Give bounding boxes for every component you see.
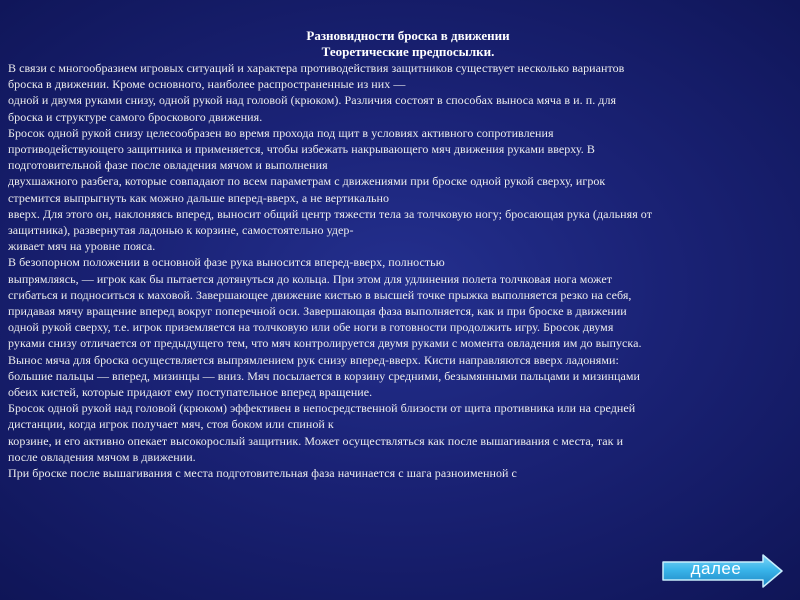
body-line: одной и двумя руками снизу, одной рукой над головой (крюком). Различия состоят в способах выноса мяча в и. п. для xyxy=(8,93,617,108)
body-line: При броске после вышагивания с места подготовительная фаза начинается с шага разноименной с xyxy=(8,466,517,481)
body-line: большие пальцы — вперед, мизинцы — вниз. Мяч посылается в корзину средними, безымянными пальцами и мизинцами xyxy=(8,368,641,383)
body-line: выпрямляясь, — игрок как бы пытается дотянуться до кольца. При этом для удлинения полета толчковая нога может xyxy=(8,271,613,286)
body-line: обеих кистей, которые придают ему поступательное вперед вращение. xyxy=(8,385,373,400)
body-line: одной рукой сверху, т.е. игрок приземляется на толчковую или обе ноги в готовности продолжить игру. Бросок двумя xyxy=(8,320,614,335)
body-line: В безопорном положении в основной фазе рука выносится вперед-вверх, полностью xyxy=(8,255,445,270)
body-line: В связи с многообразием игровых ситуаций и характера противодействия защитников существует несколько вариантов xyxy=(8,61,625,75)
slide-content xyxy=(8,28,798,558)
body-line: подготовительной фазе после овладения мячом и выполнения xyxy=(8,158,328,173)
slide-title: Разновидности броска в движении xyxy=(306,28,510,43)
body-line: придавая мячу вращение вперед вокруг поперечной оси. Завершающая фаза выполняется, как и при броске в движении xyxy=(8,304,627,319)
slide-subtitle: Теоретические предпосылки. xyxy=(321,44,495,59)
next-button-label: далее xyxy=(690,559,742,578)
slide-body-text xyxy=(8,60,798,481)
body-line: броска в движении. Кроме основного, наиболее распространенные из них — xyxy=(8,77,406,92)
body-line: вверх. Для этого он, наклоняясь вперед, выносит общий центр тяжести тела за толчковую ногу; бросающая рука (дальняя от xyxy=(8,206,652,221)
body-line: Бросок одной рукой над головой (крюком) эффективен в непосредственной близости от щита противника или на средней xyxy=(8,401,636,416)
body-line: Бросок одной рукой снизу целесообразен во время прохода под щит в условиях активного сопротивления xyxy=(8,125,554,140)
body-line: дистанции, когда игрок получает мяч, стоя боком или спиной к xyxy=(8,417,334,432)
body-line: противодействующего защитника и применяется, чтобы избежать накрывающего мяч движения руками вверху. В xyxy=(8,142,595,157)
body-line: стремится выпрыгнуть как можно дальше вперед-вверх, а не вертикально xyxy=(8,190,390,205)
body-line: сгибаться и подноситься к маховой. Завершающее движение кистью в высшей точке прыжка выполняется резко на себя, xyxy=(8,287,632,302)
body-line: защитника), развернутая ладонью к корзине, самостоятельно удер- xyxy=(8,223,354,238)
body-line: броска и структуре самого броскового движения. xyxy=(8,109,263,124)
body-line: корзине, и его активно опекает высокорослый защитник. Может осуществляться как после вышагивания с места, так и xyxy=(8,433,624,448)
body-line: живает мяч на уровне пояса. xyxy=(8,239,156,254)
body-line: после овладения мячом в движении. xyxy=(8,449,196,464)
body-line: двухшажного разбега, которые совпадают по всем параметрам с движениями при броске одной рукой сверху, игрок xyxy=(8,174,606,189)
body-line: руками снизу отличается от предыдущего тем, что мяч контролируется двумя руками с момента овладения им до выпуска. xyxy=(8,336,642,351)
body-line: Вынос мяча для броска осуществляется выпрямлением рук снизу вперед-вверх. Кисти направляются вверх ладонями: xyxy=(8,352,619,367)
next-button[interactable] xyxy=(660,553,785,589)
